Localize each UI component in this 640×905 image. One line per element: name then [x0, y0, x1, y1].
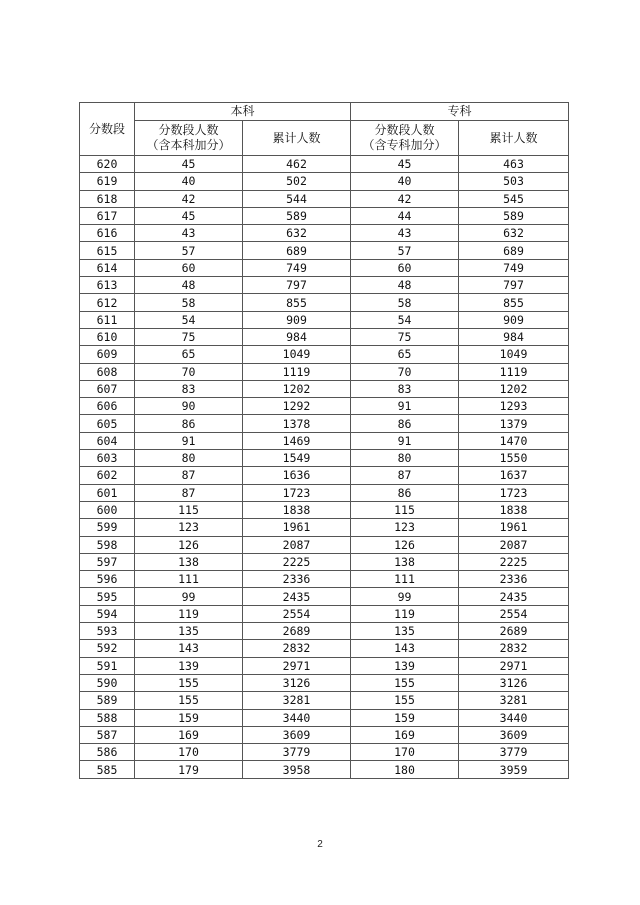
undergraduate-segment-count-cell: 135 — [135, 623, 243, 640]
junior-college-segment-count-cell: 70 — [351, 363, 459, 380]
undergraduate-cumulative-cell: 462 — [243, 156, 351, 173]
undergraduate-cumulative-cell: 3779 — [243, 744, 351, 761]
undergraduate-cumulative-cell: 544 — [243, 190, 351, 207]
undergraduate-segment-count-cell: 155 — [135, 674, 243, 691]
segment-count-label: 分数段人数 — [374, 123, 435, 137]
junior-college-cumulative-cell: 3779 — [459, 744, 569, 761]
junior-college-cumulative-header: 累计人数 — [459, 121, 569, 156]
table-row — [80, 450, 569, 467]
table-row — [80, 277, 569, 294]
undergraduate-segment-count-cell: 45 — [135, 207, 243, 224]
undergraduate-cumulative-cell: 632 — [243, 225, 351, 242]
junior-college-segment-count-cell: 169 — [351, 726, 459, 743]
undergraduate-segment-count-cell: 60 — [135, 259, 243, 276]
table-row — [80, 432, 569, 449]
table-row — [80, 415, 569, 432]
undergraduate-segment-count-cell: 54 — [135, 311, 243, 328]
score-cell: 615 — [80, 242, 135, 259]
score-cell: 586 — [80, 744, 135, 761]
junior-college-segment-count-cell: 126 — [351, 536, 459, 553]
junior-college-segment-count-cell: 91 — [351, 432, 459, 449]
junior-college-segment-count-cell: 86 — [351, 415, 459, 432]
score-cell: 609 — [80, 346, 135, 363]
junior-college-segment-count-cell: 139 — [351, 657, 459, 674]
score-cell: 605 — [80, 415, 135, 432]
junior-college-cumulative-cell: 3959 — [459, 761, 569, 778]
score-cell: 610 — [80, 328, 135, 345]
undergraduate-segment-count-cell: 169 — [135, 726, 243, 743]
header-row-columns — [80, 121, 569, 156]
junior-college-cumulative-cell: 909 — [459, 311, 569, 328]
score-distribution-table — [79, 102, 569, 779]
segment-count-note: （含专科加分） — [362, 138, 447, 152]
junior-college-cumulative-cell: 1961 — [459, 519, 569, 536]
undergraduate-segment-count-cell: 86 — [135, 415, 243, 432]
junior-college-segment-count-cell: 60 — [351, 259, 459, 276]
undergraduate-cumulative-cell: 502 — [243, 173, 351, 190]
undergraduate-cumulative-cell: 3126 — [243, 674, 351, 691]
junior-college-segment-count-cell: 43 — [351, 225, 459, 242]
junior-college-cumulative-cell: 2554 — [459, 605, 569, 622]
undergraduate-segment-count-header — [135, 121, 243, 156]
junior-college-cumulative-cell: 1723 — [459, 484, 569, 501]
undergraduate-cumulative-cell: 2832 — [243, 640, 351, 657]
junior-college-segment-count-cell: 180 — [351, 761, 459, 778]
undergraduate-cumulative-cell: 3440 — [243, 709, 351, 726]
score-cell: 601 — [80, 484, 135, 501]
table-row — [80, 190, 569, 207]
undergraduate-cumulative-cell: 689 — [243, 242, 351, 259]
table-row — [80, 311, 569, 328]
undergraduate-segment-count-cell: 99 — [135, 588, 243, 605]
table-row — [80, 484, 569, 501]
table-row — [80, 501, 569, 518]
table-row — [80, 467, 569, 484]
junior-college-segment-count-cell: 123 — [351, 519, 459, 536]
junior-college-segment-count-cell: 83 — [351, 380, 459, 397]
table-row — [80, 294, 569, 311]
undergraduate-cumulative-cell: 1292 — [243, 398, 351, 415]
junior-college-cumulative-cell: 3609 — [459, 726, 569, 743]
score-cell: 588 — [80, 709, 135, 726]
table-row — [80, 761, 569, 778]
undergraduate-cumulative-cell: 2087 — [243, 536, 351, 553]
score-cell: 612 — [80, 294, 135, 311]
junior-college-cumulative-cell: 632 — [459, 225, 569, 242]
undergraduate-segment-count-cell: 83 — [135, 380, 243, 397]
table-row — [80, 605, 569, 622]
junior-college-cumulative-cell: 1049 — [459, 346, 569, 363]
undergraduate-cumulative-cell: 3281 — [243, 692, 351, 709]
undergraduate-segment-count-cell: 159 — [135, 709, 243, 726]
undergraduate-segment-count-cell: 143 — [135, 640, 243, 657]
score-cell: 620 — [80, 156, 135, 173]
score-cell: 596 — [80, 571, 135, 588]
junior-college-segment-count-cell: 138 — [351, 553, 459, 570]
undergraduate-segment-count-cell: 111 — [135, 571, 243, 588]
score-cell: 595 — [80, 588, 135, 605]
score-cell: 616 — [80, 225, 135, 242]
junior-college-cumulative-cell: 749 — [459, 259, 569, 276]
table-row — [80, 328, 569, 345]
table-row — [80, 380, 569, 397]
table-row — [80, 242, 569, 259]
undergraduate-segment-count-cell: 42 — [135, 190, 243, 207]
junior-college-cumulative-cell: 2689 — [459, 623, 569, 640]
score-cell: 618 — [80, 190, 135, 207]
segment-count-label: 分数段人数 — [158, 123, 219, 137]
junior-college-cumulative-cell: 2336 — [459, 571, 569, 588]
table-row — [80, 519, 569, 536]
junior-college-segment-count-cell: 119 — [351, 605, 459, 622]
junior-college-cumulative-cell: 689 — [459, 242, 569, 259]
table-row — [80, 363, 569, 380]
score-cell: 608 — [80, 363, 135, 380]
junior-college-cumulative-cell: 2971 — [459, 657, 569, 674]
undergraduate-segment-count-cell: 87 — [135, 467, 243, 484]
junior-college-segment-count-cell: 45 — [351, 156, 459, 173]
score-cell: 606 — [80, 398, 135, 415]
undergraduate-segment-count-cell: 179 — [135, 761, 243, 778]
undergraduate-segment-count-cell: 70 — [135, 363, 243, 380]
table-row — [80, 588, 569, 605]
score-cell: 611 — [80, 311, 135, 328]
score-cell: 591 — [80, 657, 135, 674]
score-cell: 592 — [80, 640, 135, 657]
score-cell: 598 — [80, 536, 135, 553]
undergraduate-cumulative-cell: 2336 — [243, 571, 351, 588]
junior-college-cumulative-cell: 463 — [459, 156, 569, 173]
undergraduate-cumulative-cell: 1549 — [243, 450, 351, 467]
table-row — [80, 553, 569, 570]
undergraduate-group-header: 本科 — [135, 103, 351, 121]
undergraduate-segment-count-cell: 126 — [135, 536, 243, 553]
table-row — [80, 259, 569, 276]
junior-college-cumulative-cell: 2087 — [459, 536, 569, 553]
undergraduate-cumulative-cell: 589 — [243, 207, 351, 224]
score-cell: 590 — [80, 674, 135, 691]
table-row — [80, 640, 569, 657]
junior-college-segment-count-cell: 91 — [351, 398, 459, 415]
undergraduate-segment-count-cell: 40 — [135, 173, 243, 190]
undergraduate-segment-count-cell: 155 — [135, 692, 243, 709]
junior-college-segment-count-cell: 111 — [351, 571, 459, 588]
undergraduate-cumulative-cell: 984 — [243, 328, 351, 345]
undergraduate-cumulative-cell: 797 — [243, 277, 351, 294]
junior-college-cumulative-cell: 1470 — [459, 432, 569, 449]
undergraduate-segment-count-cell: 45 — [135, 156, 243, 173]
undergraduate-cumulative-cell: 1119 — [243, 363, 351, 380]
score-cell: 593 — [80, 623, 135, 640]
undergraduate-segment-count-cell: 57 — [135, 242, 243, 259]
score-cell: 614 — [80, 259, 135, 276]
table-row — [80, 692, 569, 709]
undergraduate-cumulative-cell: 1378 — [243, 415, 351, 432]
undergraduate-cumulative-cell: 2971 — [243, 657, 351, 674]
undergraduate-segment-count-cell: 138 — [135, 553, 243, 570]
junior-college-cumulative-cell: 1379 — [459, 415, 569, 432]
undergraduate-segment-count-cell: 170 — [135, 744, 243, 761]
table-row — [80, 536, 569, 553]
table-row — [80, 674, 569, 691]
junior-college-cumulative-cell: 1838 — [459, 501, 569, 518]
table-row — [80, 225, 569, 242]
undergraduate-cumulative-cell: 2689 — [243, 623, 351, 640]
junior-college-segment-count-cell: 75 — [351, 328, 459, 345]
junior-college-cumulative-cell: 855 — [459, 294, 569, 311]
table-row — [80, 207, 569, 224]
junior-college-segment-count-cell: 155 — [351, 674, 459, 691]
score-cell: 604 — [80, 432, 135, 449]
junior-college-cumulative-cell: 589 — [459, 207, 569, 224]
table-row — [80, 744, 569, 761]
score-cell: 589 — [80, 692, 135, 709]
score-cell: 599 — [80, 519, 135, 536]
junior-college-segment-count-cell: 65 — [351, 346, 459, 363]
junior-college-cumulative-cell: 2435 — [459, 588, 569, 605]
score-cell: 613 — [80, 277, 135, 294]
undergraduate-cumulative-cell: 3609 — [243, 726, 351, 743]
junior-college-segment-count-cell: 48 — [351, 277, 459, 294]
score-cell: 607 — [80, 380, 135, 397]
undergraduate-cumulative-cell: 1636 — [243, 467, 351, 484]
table-body — [80, 156, 569, 779]
junior-college-cumulative-cell: 3126 — [459, 674, 569, 691]
table-row — [80, 709, 569, 726]
undergraduate-segment-count-cell: 119 — [135, 605, 243, 622]
undergraduate-cumulative-cell: 1723 — [243, 484, 351, 501]
undergraduate-cumulative-cell: 2435 — [243, 588, 351, 605]
score-cell: 597 — [80, 553, 135, 570]
undergraduate-cumulative-cell: 749 — [243, 259, 351, 276]
score-cell: 587 — [80, 726, 135, 743]
junior-college-segment-count-header — [351, 121, 459, 156]
junior-college-segment-count-cell: 135 — [351, 623, 459, 640]
score-cell: 603 — [80, 450, 135, 467]
junior-college-segment-count-cell: 143 — [351, 640, 459, 657]
undergraduate-cumulative-cell: 2225 — [243, 553, 351, 570]
undergraduate-cumulative-cell: 1049 — [243, 346, 351, 363]
junior-college-segment-count-cell: 57 — [351, 242, 459, 259]
junior-college-cumulative-cell: 2832 — [459, 640, 569, 657]
score-cell: 594 — [80, 605, 135, 622]
junior-college-cumulative-cell: 545 — [459, 190, 569, 207]
junior-college-segment-count-cell: 155 — [351, 692, 459, 709]
junior-college-segment-count-cell: 44 — [351, 207, 459, 224]
score-cell: 585 — [80, 761, 135, 778]
junior-college-cumulative-cell: 3281 — [459, 692, 569, 709]
undergraduate-cumulative-cell: 909 — [243, 311, 351, 328]
undergraduate-segment-count-cell: 75 — [135, 328, 243, 345]
undergraduate-segment-count-cell: 123 — [135, 519, 243, 536]
undergraduate-segment-count-cell: 87 — [135, 484, 243, 501]
junior-college-segment-count-cell: 170 — [351, 744, 459, 761]
junior-college-segment-count-cell: 87 — [351, 467, 459, 484]
segment-count-note: （含本科加分） — [146, 138, 231, 152]
score-cell: 617 — [80, 207, 135, 224]
junior-college-segment-count-cell: 54 — [351, 311, 459, 328]
undergraduate-cumulative-cell: 1838 — [243, 501, 351, 518]
undergraduate-segment-count-cell: 139 — [135, 657, 243, 674]
table-row — [80, 623, 569, 640]
junior-college-cumulative-cell: 2225 — [459, 553, 569, 570]
junior-college-segment-count-cell: 159 — [351, 709, 459, 726]
undergraduate-segment-count-cell: 115 — [135, 501, 243, 518]
junior-college-cumulative-cell: 1637 — [459, 467, 569, 484]
junior-college-cumulative-cell: 1202 — [459, 380, 569, 397]
undergraduate-cumulative-cell: 3958 — [243, 761, 351, 778]
table-row — [80, 156, 569, 173]
undergraduate-cumulative-cell: 855 — [243, 294, 351, 311]
junior-college-segment-count-cell: 58 — [351, 294, 459, 311]
junior-college-cumulative-cell: 1550 — [459, 450, 569, 467]
undergraduate-cumulative-header: 累计人数 — [243, 121, 351, 156]
table-row — [80, 657, 569, 674]
junior-college-cumulative-cell: 1293 — [459, 398, 569, 415]
header-row-groups — [80, 103, 569, 121]
table-row — [80, 398, 569, 415]
junior-college-cumulative-cell: 797 — [459, 277, 569, 294]
undergraduate-segment-count-cell: 65 — [135, 346, 243, 363]
score-cell: 619 — [80, 173, 135, 190]
junior-college-segment-count-cell: 115 — [351, 501, 459, 518]
undergraduate-cumulative-cell: 1202 — [243, 380, 351, 397]
junior-college-cumulative-cell: 1119 — [459, 363, 569, 380]
undergraduate-cumulative-cell: 2554 — [243, 605, 351, 622]
undergraduate-segment-count-cell: 91 — [135, 432, 243, 449]
junior-college-segment-count-cell: 42 — [351, 190, 459, 207]
table-row — [80, 726, 569, 743]
undergraduate-segment-count-cell: 90 — [135, 398, 243, 415]
junior-college-segment-count-cell: 40 — [351, 173, 459, 190]
score-cell: 602 — [80, 467, 135, 484]
score-column-header: 分数段 — [80, 103, 135, 156]
undergraduate-segment-count-cell: 58 — [135, 294, 243, 311]
page-number: 2 — [317, 839, 323, 850]
junior-college-cumulative-cell: 503 — [459, 173, 569, 190]
table-row — [80, 173, 569, 190]
undergraduate-segment-count-cell: 43 — [135, 225, 243, 242]
junior-college-group-header: 专科 — [351, 103, 569, 121]
junior-college-segment-count-cell: 86 — [351, 484, 459, 501]
undergraduate-segment-count-cell: 48 — [135, 277, 243, 294]
table-row — [80, 346, 569, 363]
score-cell: 600 — [80, 501, 135, 518]
junior-college-segment-count-cell: 99 — [351, 588, 459, 605]
table-row — [80, 571, 569, 588]
junior-college-cumulative-cell: 984 — [459, 328, 569, 345]
junior-college-segment-count-cell: 80 — [351, 450, 459, 467]
undergraduate-segment-count-cell: 80 — [135, 450, 243, 467]
undergraduate-cumulative-cell: 1469 — [243, 432, 351, 449]
undergraduate-cumulative-cell: 1961 — [243, 519, 351, 536]
junior-college-cumulative-cell: 3440 — [459, 709, 569, 726]
